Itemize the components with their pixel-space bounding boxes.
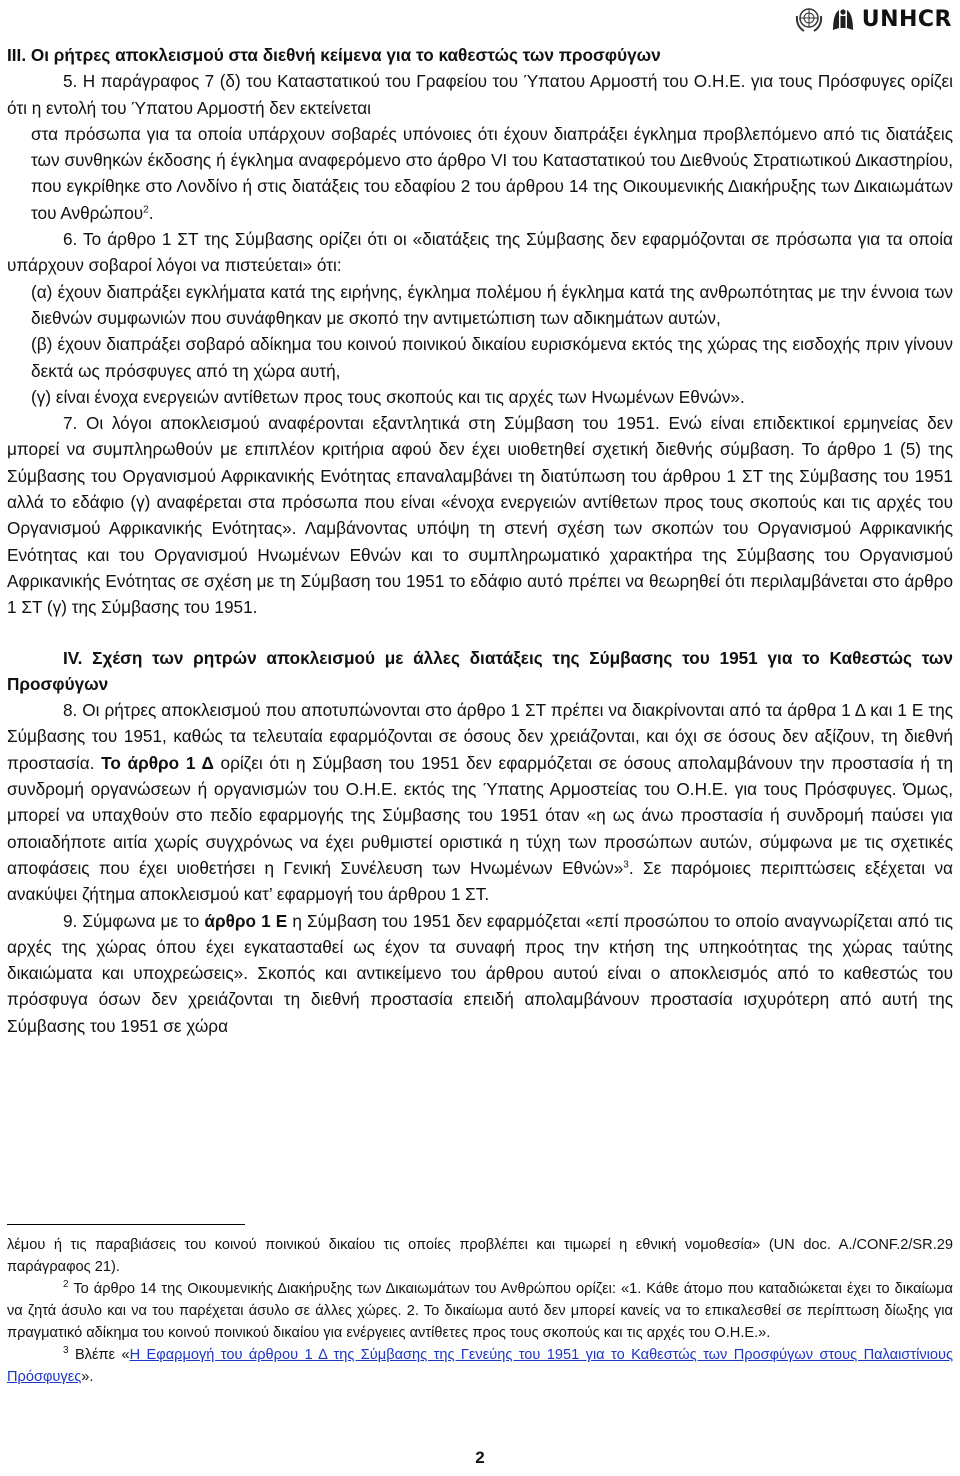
footnote-2 [7, 1278, 953, 1344]
footnote-3-number: 3 [63, 1345, 69, 1357]
footnote-3-prefix: Βλέπε « [68, 1347, 130, 1363]
paragraph-8-part-a: 8. Οι ρήτρες αποκλεισμού που αποτυπώνονται στο άρθρο 1 ΣΤ πρέπει να διακρίνονται από τα άρθρα 1 Δ και 1 Ε της Σύμβασης του 1951, καθώς τα τελευταία εφαρμόζονται σε όσους δεν χρειάζονται, και όχι σε όσους δεν αξίζουν, τη διεθνή προστασία. [7, 700, 953, 773]
paragraph-5-quote-text: στα πρόσωπα για τα οποία υπάρχουν σοβαρές υπόνοιες ότι έχουν διαπράξει έγκλημα προβλεπόμενο από τις διατάξεις των συνθηκών έκδοσης ή έγκλημα αναφερόμενο στο άρθρο VI του Καταστατικού του Διεθνούς Στρατιωτικού Δικαστηρίου, που εγκρίθηκε στο Λονδίνο ή στις διατάξεις του εδαφίου 2 του άρθρου 14 της Οικουμενικής Διακήρυξης των Δικαιωμάτων του Ανθρώπου [31, 123, 953, 223]
unhcr-logo [794, 4, 952, 34]
paragraph-8-part-c: . Σε παρόμοιες περιπτώσεις εξέχεται να ανακύψει ζήτημα αποκλεισμού κατ’ εφαρμογή του άρθρου 1 ΣΤ. [7, 857, 953, 905]
section-4-heading: IV. Σχέση των ρητρών αποκλεισμού με άλλες διατάξεις της Σύμβασης του 1951 για το Καθεστώς των Προσφύγων [7, 647, 953, 694]
paragraph-9-bold: άρθρο 1 Ε [204, 910, 288, 931]
paragraph-7: 7. Οι λόγοι αποκλεισμού αναφέρονται εξαντλητικά στη Σύμβαση του 1951. Ενώ είναι επιδεκτικοί ερμηνείας δεν μπορεί να συμπληρωθούν με επιπλέον κριτήρια αφού δεν έχει υιοθετηθεί σχετική διεθνής σύμβαση. Το άρθρο 1 (5) της Σύμβασης του Οργανισμού Αφρικανικής Ενότητας επαναλαμβάνει τη διατύπωση του άρθρου 1 ΣΤ της Σύμβασης του 1951 αλλά το εδάφιο (γ) αναφέρεται στα πρόσωπα που είναι «ένοχα ενεργειών αντίθετων προς τους σκοπούς και τις αρχές του Οργανισμού Αφρικανικής Ενότητας». Λαμβάνοντας υπόψη τη στενή σχέση των σκοπών του Οργανισμού Αφρικανικής Ενότητας και του Οργανισμού Ηνωμένων Εθνών και το συμπληρωματικό χαρακτήρα της Σύμβασης του Οργανισμού Αφρικανικής Ενότητας σε σχέση με τη Σύμβαση του 1951 το εδάφιο αυτό πρέπει να θεωρηθεί ότι περιλαμβάνεται στο άρθρο 1 ΣΤ (γ) της Σύμβασης του 1951. [7, 413, 953, 618]
footnote-ref-2[interactable]: 2 [143, 204, 149, 216]
paragraph-5-quote [7, 121, 953, 226]
refugee-hands-icon [830, 4, 856, 34]
paragraph-8-part-b: ορίζει ότι η Σύμβαση του 1951 δεν εφαρμόζεται σε όσους απολαμβάνουν την προστασία ή τη συνδρομή οργανώσεων ή οργανισμών του Ο.Η.Ε. εκτός της Ύπατης Αρμοστείας του Ο.Η.Ε. για τους Πρόσφυγες. Όμως, μπορεί να υπαχθούν στο πεδίο εφαρμογής της Σύμβασης του 1951 όταν «η ως άνω προστασία ή συνδρομή παύσει για οποιαδήποτε αιτία χωρίς συγχρόνως να έχει ρυθμιστεί οριστικά η τύχη των προσώπων αυτών, σύμφωνα με τις σχετικές αποφάσεις που έχει υιοθετήσει η Γενική Συνέλευση των Ηνωμένων Εθνών» [7, 752, 953, 878]
footnote-ref-3[interactable]: 3 [623, 859, 629, 871]
footnote-1-continued: λέμου ή τις παραβιάσεις του κοινού ποινικού δικαίου τις οποίες προβλέπει και τιμωρεί η εθνική νομοθεσία» (UN doc. A./CONF.2/SR.29 παράγραφος 21). [7, 1237, 953, 1275]
paragraph-6-item-c: (γ) είναι ένοχα ενεργειών αντίθετων προς τους σκοπούς και τις αρχές των Ηνωμένων Εθνών». [31, 386, 745, 407]
paragraph-8 [7, 697, 953, 907]
paragraph-5-end: . [148, 202, 154, 223]
paragraph-8-bold: Το άρθρο 1 Δ [101, 752, 214, 773]
paragraph-9-part-b: η Σύμβαση του 1951 δεν εφαρμόζεται «επί προσώπου το οποίο αναγνωρίζεται από τις αρχές της χώρας όπου έχει εγκατασταθεί ως έχον τα συναφή προς την κτήση της υπηκοότητας της χώρας ταύτης δικαιώματα και υποχρεώσεις». Σκοπός και αντικείμενο του άρθρου αυτού είναι ο αποκλεισμός από το καθεστώς του πρόσφυγα όσων δεν χρειάζονται τη διεθνή προστασία επειδή απολαμβάνουν προστασία ισχυρότερη από αυτή της Σύμβασης του 1951 σε χώρα [7, 910, 953, 1036]
paragraph-9 [7, 908, 953, 1039]
footnote-3-link[interactable]: Η Εφαρμογή του άρθρου 1 Δ της Σύμβασης της Γενεύης του 1951 για το Καθεστώς των Προσφύγων στους Παλαιστίνιους Πρόσφυγες [7, 1347, 953, 1385]
section-3-heading: III. Οι ρήτρες αποκλεισμού στα διεθνή κείμενα για το καθεστώς των προσφύγων [7, 45, 661, 65]
footnote-separator [7, 1224, 245, 1225]
page-number: 2 [475, 1448, 485, 1467]
paragraph-6-item-a: (α) έχουν διαπράξει εγκλήματα κατά της ειρήνης, έγκλημα πολέμου ή έγκλημα κατά της ανθρωπότητας με την έννοια των διεθνών συμφωνιών που συνάφθηκαν με σκοπό την αντιμετώπιση των αδικημάτων αυτών, [31, 281, 953, 328]
section-gap [7, 621, 953, 645]
paragraph-6-item-b: (β) έχουν διαπράξει σοβαρό αδίκημα του κοινού ποινικού δικαίου ευρισκόμενα εκτός της χώρας της εισδοχής πριν γίνουν δεκτά ως πρόσφυγες από τη χώρα αυτή, [31, 334, 953, 381]
paragraph-9-part-a: 9. Σύμφωνα με το [63, 910, 205, 931]
footnote-2-text: Το άρθρο 14 της Οικουμενικής Διακήρυξης των Δικαιωμάτων του Ανθρώπου ορίζει: «1. Κάθε άτομο που καταδιώκεται έχει το δικαίωμα να ζητά άσυλο και να του παρέχεται άσυλο σε άλλες χώρες. 2. Το δικαίωμα αυτό δεν μπορεί κανείς να το επικαλεσθεί σε περίπτωση δίωξης για πραγματικό αδίκημα του κοινού ποινικού δικαίου για ενέργειες αντίθετες προς τους σκοπούς και τις αρχές του Ο.Η.Ε.». [7, 1281, 953, 1341]
paragraph-6: 6. Το άρθρο 1 ΣΤ της Σύμβασης ορίζει ότι οι «διατάξεις της Σύμβασης δεν εφαρμόζονται σε πρόσωπα για τα οποία υπάρχουν σοβαροί λόγοι να πιστεύεται» ότι: [7, 229, 953, 276]
paragraph-5: 5. Η παράγραφος 7 (δ) του Καταστατικού του Γραφείου του Ύπατου Αρμοστή του Ο.Η.Ε. για τους Πρόσφυγες ορίζει ότι η εντολή του Ύπατου Αρμοστή δεν εκτείνεται [7, 71, 953, 118]
un-emblem-icon [794, 4, 824, 34]
footnote-3 [7, 1344, 953, 1388]
footnote-3-suffix: ». [81, 1369, 94, 1385]
footnotes [7, 1234, 953, 1388]
main-text [7, 42, 953, 1039]
logo-text: UNHCR [861, 6, 952, 32]
footnote-2-number: 2 [63, 1279, 69, 1291]
